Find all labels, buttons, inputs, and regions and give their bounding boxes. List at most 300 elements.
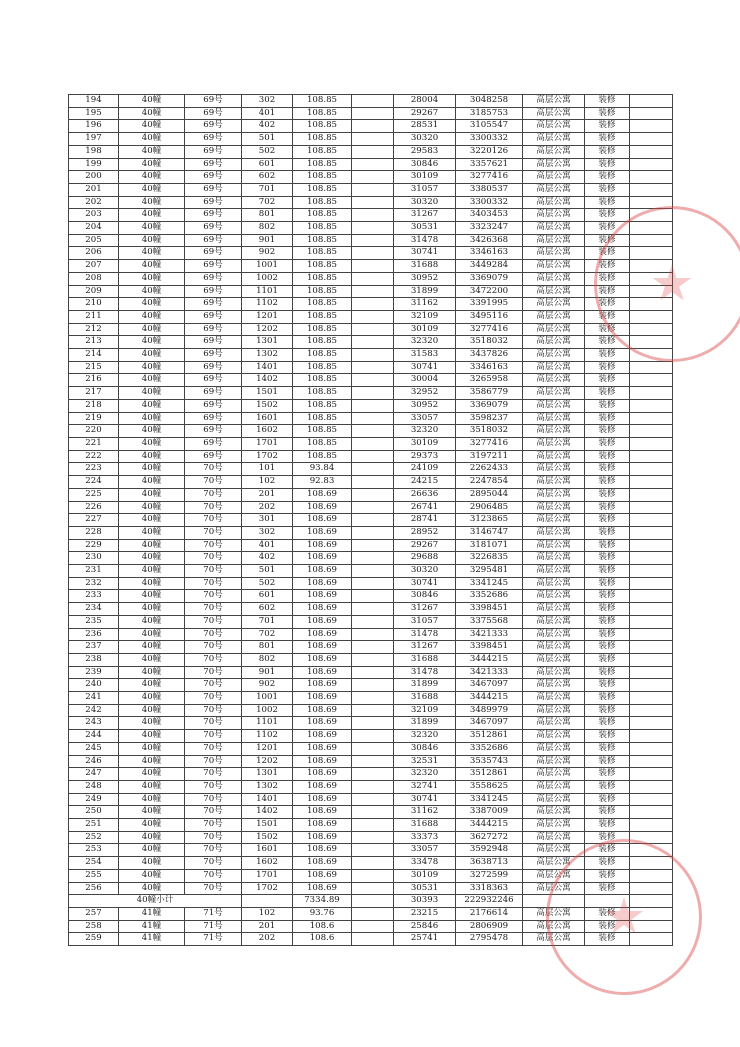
floor-area-cell: 108.85 <box>293 399 352 412</box>
row-number-cell: 253 <box>69 844 119 857</box>
total-price-cell: 3300332 <box>456 196 523 209</box>
property-type-cell: 高层公寓 <box>523 768 585 781</box>
row-number-cell: 196 <box>69 120 119 133</box>
blank-cell <box>352 603 394 616</box>
table-body <box>69 95 673 946</box>
unit-entry-cell: 69号 <box>185 374 242 387</box>
remark-cell <box>630 272 673 285</box>
total-price-cell: 3398451 <box>456 641 523 654</box>
decoration-cell: 装修 <box>585 298 630 311</box>
unit-price-cell: 28952 <box>394 526 456 539</box>
unit-entry-cell: 70号 <box>185 463 242 476</box>
unit-entry-cell: 69号 <box>185 247 242 260</box>
decoration-cell: 装修 <box>585 806 630 819</box>
decoration-cell: 装修 <box>585 857 630 870</box>
decoration-cell: 装修 <box>585 565 630 578</box>
blank-cell <box>352 908 394 921</box>
blank-cell <box>352 552 394 565</box>
decoration-cell: 装修 <box>585 831 630 844</box>
floor-area-cell: 92.83 <box>293 476 352 489</box>
room-number-cell: 1202 <box>242 323 293 336</box>
remark-cell <box>630 196 673 209</box>
floor-area-cell: 108.69 <box>293 526 352 539</box>
unit-entry-cell: 69号 <box>185 183 242 196</box>
decoration-cell: 装修 <box>585 183 630 196</box>
property-type-cell: 高层公寓 <box>523 552 585 565</box>
unit-entry-cell: 70号 <box>185 565 242 578</box>
decoration-cell: 装修 <box>585 425 630 438</box>
remark-cell <box>630 869 673 882</box>
room-number-cell: 502 <box>242 577 293 590</box>
unit-entry-cell: 69号 <box>185 437 242 450</box>
room-number-cell: 901 <box>242 234 293 247</box>
room-number-cell: 101 <box>242 463 293 476</box>
blank-cell <box>352 869 394 882</box>
building-cell: 40幢 <box>119 437 185 450</box>
room-number-cell: 1102 <box>242 730 293 743</box>
property-type-cell: 高层公寓 <box>523 222 585 235</box>
total-price-cell: 3421333 <box>456 666 523 679</box>
building-cell: 40幢 <box>119 590 185 603</box>
unit-entry-cell: 69号 <box>185 425 242 438</box>
floor-area-cell: 108.85 <box>293 260 352 273</box>
row-number-cell: 235 <box>69 615 119 628</box>
unit-price-cell: 30320 <box>394 196 456 209</box>
total-price-cell: 3123865 <box>456 514 523 527</box>
unit-price-cell: 31478 <box>394 628 456 641</box>
room-number-cell: 1602 <box>242 425 293 438</box>
remark-cell <box>630 819 673 832</box>
property-type-cell: 高层公寓 <box>523 806 585 819</box>
total-price-cell: 3403453 <box>456 209 523 222</box>
building-cell: 40幢 <box>119 107 185 120</box>
floor-area-cell: 108.69 <box>293 806 352 819</box>
floor-area-cell: 108.69 <box>293 831 352 844</box>
blank-cell <box>352 501 394 514</box>
remark-cell <box>630 133 673 146</box>
total-price-cell: 3277416 <box>456 323 523 336</box>
building-cell: 41幢 <box>119 908 185 921</box>
decoration-cell: 装修 <box>585 209 630 222</box>
floor-area-cell: 108.69 <box>293 717 352 730</box>
property-type-cell: 高层公寓 <box>523 285 585 298</box>
floor-area-cell: 108.85 <box>293 209 352 222</box>
row-number-cell: 252 <box>69 831 119 844</box>
unit-entry-cell: 70号 <box>185 488 242 501</box>
blank-cell <box>352 882 394 895</box>
blank-cell <box>352 857 394 870</box>
blank-cell <box>352 780 394 793</box>
blank-cell <box>352 514 394 527</box>
property-type-cell: 高层公寓 <box>523 158 585 171</box>
floor-area-cell: 108.69 <box>293 653 352 666</box>
property-type-cell: 高层公寓 <box>523 374 585 387</box>
remark-cell <box>630 565 673 578</box>
property-type-cell: 高层公寓 <box>523 488 585 501</box>
table-row <box>69 666 673 679</box>
unit-price-cell: 31478 <box>394 666 456 679</box>
table-row <box>69 107 673 120</box>
subtotal-label: 40幢小计 <box>69 895 242 908</box>
property-type-cell: 高层公寓 <box>523 603 585 616</box>
blank-cell <box>352 95 394 108</box>
building-cell: 40幢 <box>119 857 185 870</box>
remark-cell <box>630 145 673 158</box>
building-cell: 40幢 <box>119 450 185 463</box>
blank-cell <box>352 920 394 933</box>
remark-cell <box>630 857 673 870</box>
unit-price-cell: 32320 <box>394 768 456 781</box>
unit-entry-cell: 70号 <box>185 704 242 717</box>
unit-entry-cell: 70号 <box>185 539 242 552</box>
unit-price-cell: 28741 <box>394 514 456 527</box>
total-price-cell: 3181071 <box>456 539 523 552</box>
unit-price-cell: 30741 <box>394 247 456 260</box>
floor-area-cell: 108.69 <box>293 488 352 501</box>
row-number-cell: 230 <box>69 552 119 565</box>
property-type-cell: 高层公寓 <box>523 95 585 108</box>
remark-cell <box>630 387 673 400</box>
blank-cell <box>352 641 394 654</box>
row-number-cell: 207 <box>69 260 119 273</box>
unit-price-cell: 26636 <box>394 488 456 501</box>
room-number-cell: 302 <box>242 526 293 539</box>
building-cell: 40幢 <box>119 565 185 578</box>
room-number-cell: 702 <box>242 196 293 209</box>
building-cell: 40幢 <box>119 526 185 539</box>
property-type-cell: 高层公寓 <box>523 298 585 311</box>
total-price-cell: 3421333 <box>456 628 523 641</box>
blank-cell <box>352 539 394 552</box>
blank-cell <box>352 260 394 273</box>
row-number-cell: 221 <box>69 437 119 450</box>
remark-cell <box>630 399 673 412</box>
subtotal-unit-price: 30393 <box>394 895 456 908</box>
blank-cell <box>352 793 394 806</box>
row-number-cell: 213 <box>69 336 119 349</box>
property-type-cell: 高层公寓 <box>523 857 585 870</box>
unit-price-cell: 28531 <box>394 120 456 133</box>
blank-cell <box>352 488 394 501</box>
row-number-cell: 239 <box>69 666 119 679</box>
remark-cell <box>630 908 673 921</box>
total-price-cell: 3323247 <box>456 222 523 235</box>
unit-entry-cell: 69号 <box>185 285 242 298</box>
decoration-cell: 装修 <box>585 908 630 921</box>
decoration-cell: 装修 <box>585 361 630 374</box>
unit-price-cell: 30741 <box>394 577 456 590</box>
row-number-cell: 237 <box>69 641 119 654</box>
blank-cell <box>352 209 394 222</box>
table-row <box>69 488 673 501</box>
table-row <box>69 298 673 311</box>
floor-area-cell: 108.69 <box>293 819 352 832</box>
row-number-cell: 233 <box>69 590 119 603</box>
decoration-cell: 装修 <box>585 514 630 527</box>
unit-entry-cell: 70号 <box>185 730 242 743</box>
total-price-cell: 3467097 <box>456 717 523 730</box>
total-price-cell: 3146747 <box>456 526 523 539</box>
room-number-cell: 202 <box>242 501 293 514</box>
building-cell: 40幢 <box>119 209 185 222</box>
building-cell: 40幢 <box>119 577 185 590</box>
unit-price-cell: 31478 <box>394 234 456 247</box>
decoration-cell: 装修 <box>585 526 630 539</box>
floor-area-cell: 108.85 <box>293 437 352 450</box>
property-type-cell: 高层公寓 <box>523 844 585 857</box>
floor-area-cell: 108.85 <box>293 272 352 285</box>
row-number-cell: 198 <box>69 145 119 158</box>
floor-area-cell: 108.85 <box>293 425 352 438</box>
floor-area-cell: 108.85 <box>293 234 352 247</box>
property-type-cell: 高层公寓 <box>523 755 585 768</box>
room-number-cell: 602 <box>242 603 293 616</box>
table-row <box>69 590 673 603</box>
room-number-cell: 1202 <box>242 755 293 768</box>
property-type-cell: 高层公寓 <box>523 196 585 209</box>
room-number-cell: 1101 <box>242 285 293 298</box>
room-number-cell: 302 <box>242 95 293 108</box>
unit-price-cell: 30320 <box>394 565 456 578</box>
row-number-cell: 218 <box>69 399 119 412</box>
property-type-cell: 高层公寓 <box>523 476 585 489</box>
remark-cell <box>630 768 673 781</box>
remark-cell <box>630 310 673 323</box>
building-cell: 40幢 <box>119 133 185 146</box>
unit-price-cell: 30109 <box>394 323 456 336</box>
table-row <box>69 539 673 552</box>
building-cell: 40幢 <box>119 260 185 273</box>
unit-entry-cell: 70号 <box>185 526 242 539</box>
blank-cell <box>352 361 394 374</box>
table-row <box>69 450 673 463</box>
room-number-cell: 1401 <box>242 361 293 374</box>
room-number-cell: 401 <box>242 107 293 120</box>
decoration-cell: 装修 <box>585 488 630 501</box>
decoration-cell: 装修 <box>585 95 630 108</box>
row-number-cell: 255 <box>69 869 119 882</box>
decoration-cell: 装修 <box>585 704 630 717</box>
unit-price-cell: 30320 <box>394 133 456 146</box>
subtotal-row <box>69 895 673 908</box>
floor-area-cell: 108.85 <box>293 196 352 209</box>
decoration-cell: 装修 <box>585 234 630 247</box>
building-cell: 40幢 <box>119 768 185 781</box>
remark-cell <box>630 437 673 450</box>
total-price-cell: 3426368 <box>456 234 523 247</box>
property-type-cell: 高层公寓 <box>523 641 585 654</box>
blank-cell <box>352 222 394 235</box>
room-number-cell: 802 <box>242 222 293 235</box>
blank-cell <box>352 171 394 184</box>
total-price-cell: 3048258 <box>456 95 523 108</box>
total-price-cell: 3369079 <box>456 272 523 285</box>
unit-price-cell: 31899 <box>394 717 456 730</box>
property-type-cell: 高层公寓 <box>523 590 585 603</box>
blank-cell <box>352 183 394 196</box>
decoration-cell: 装修 <box>585 463 630 476</box>
floor-area-cell: 108.69 <box>293 590 352 603</box>
unit-entry-cell: 71号 <box>185 933 242 946</box>
row-number-cell: 232 <box>69 577 119 590</box>
total-price-cell: 3387009 <box>456 806 523 819</box>
floor-area-cell: 108.6 <box>293 933 352 946</box>
row-number-cell: 256 <box>69 882 119 895</box>
table-row <box>69 95 673 108</box>
unit-price-cell: 30846 <box>394 590 456 603</box>
total-price-cell: 3512861 <box>456 768 523 781</box>
building-cell: 40幢 <box>119 641 185 654</box>
floor-area-cell: 108.69 <box>293 742 352 755</box>
property-type-cell: 高层公寓 <box>523 653 585 666</box>
decoration-cell: 装修 <box>585 793 630 806</box>
blank-cell <box>352 768 394 781</box>
table-row <box>69 869 673 882</box>
room-number-cell: 1301 <box>242 336 293 349</box>
floor-area-cell: 108.85 <box>293 158 352 171</box>
unit-entry-cell: 70号 <box>185 819 242 832</box>
room-number-cell: 701 <box>242 183 293 196</box>
decoration-cell: 装修 <box>585 692 630 705</box>
unit-price-cell: 29688 <box>394 552 456 565</box>
decoration-cell: 装修 <box>585 450 630 463</box>
remark-cell <box>630 577 673 590</box>
building-cell: 41幢 <box>119 920 185 933</box>
unit-price-cell: 31688 <box>394 819 456 832</box>
total-price-cell: 3185753 <box>456 107 523 120</box>
remark-cell <box>630 590 673 603</box>
property-type-cell: 高层公寓 <box>523 742 585 755</box>
blank-cell <box>352 933 394 946</box>
row-number-cell: 257 <box>69 908 119 921</box>
unit-price-table <box>68 94 673 946</box>
total-price-cell: 3300332 <box>456 133 523 146</box>
unit-price-cell: 30004 <box>394 374 456 387</box>
unit-entry-cell: 69号 <box>185 222 242 235</box>
row-number-cell: 220 <box>69 425 119 438</box>
room-number-cell: 1101 <box>242 717 293 730</box>
floor-area-cell: 108.69 <box>293 552 352 565</box>
row-number-cell: 205 <box>69 234 119 247</box>
table-row <box>69 603 673 616</box>
remark-cell <box>630 107 673 120</box>
decoration-cell: 装修 <box>585 933 630 946</box>
unit-price-cell: 25741 <box>394 933 456 946</box>
building-cell: 41幢 <box>119 933 185 946</box>
total-price-cell: 3518032 <box>456 336 523 349</box>
remark-cell <box>630 742 673 755</box>
total-price-cell: 3444215 <box>456 692 523 705</box>
unit-price-cell: 25846 <box>394 920 456 933</box>
table-row <box>69 361 673 374</box>
room-number-cell: 801 <box>242 641 293 654</box>
row-number-cell: 223 <box>69 463 119 476</box>
remark-cell <box>630 285 673 298</box>
unit-entry-cell: 70号 <box>185 869 242 882</box>
unit-price-cell: 31267 <box>394 603 456 616</box>
total-price-cell: 3277416 <box>456 171 523 184</box>
unit-price-cell: 30741 <box>394 793 456 806</box>
floor-area-cell: 108.69 <box>293 666 352 679</box>
total-price-cell: 3369079 <box>456 399 523 412</box>
floor-area-cell: 108.85 <box>293 107 352 120</box>
room-number-cell: 1701 <box>242 869 293 882</box>
row-number-cell: 251 <box>69 819 119 832</box>
remark-cell <box>630 425 673 438</box>
remark-cell <box>630 361 673 374</box>
building-cell: 40幢 <box>119 844 185 857</box>
building-cell: 40幢 <box>119 349 185 362</box>
property-type-cell: 高层公寓 <box>523 514 585 527</box>
building-cell: 40幢 <box>119 234 185 247</box>
row-number-cell: 200 <box>69 171 119 184</box>
table-row <box>69 323 673 336</box>
unit-entry-cell: 70号 <box>185 844 242 857</box>
unit-price-cell: 31162 <box>394 806 456 819</box>
decoration-cell: 装修 <box>585 666 630 679</box>
total-price-cell: 3346163 <box>456 247 523 260</box>
table-row <box>69 222 673 235</box>
row-number-cell: 229 <box>69 539 119 552</box>
building-cell: 40幢 <box>119 399 185 412</box>
unit-entry-cell: 69号 <box>185 310 242 323</box>
row-number-cell: 247 <box>69 768 119 781</box>
building-cell: 40幢 <box>119 653 185 666</box>
blank-cell <box>352 590 394 603</box>
row-number-cell: 241 <box>69 692 119 705</box>
unit-price-cell: 31162 <box>394 298 456 311</box>
property-type-cell: 高层公寓 <box>523 349 585 362</box>
decoration-cell: 装修 <box>585 653 630 666</box>
table-row <box>69 399 673 412</box>
remark-cell <box>630 222 673 235</box>
table-row <box>69 437 673 450</box>
table-row <box>69 653 673 666</box>
decoration-cell: 装修 <box>585 349 630 362</box>
room-number-cell: 1502 <box>242 831 293 844</box>
unit-entry-cell: 69号 <box>185 209 242 222</box>
row-number-cell: 212 <box>69 323 119 336</box>
row-number-cell: 217 <box>69 387 119 400</box>
row-number-cell: 254 <box>69 857 119 870</box>
property-type-cell: 高层公寓 <box>523 539 585 552</box>
table-row <box>69 183 673 196</box>
unit-price-cell: 32952 <box>394 387 456 400</box>
unit-price-cell: 30109 <box>394 869 456 882</box>
table-row <box>69 742 673 755</box>
row-number-cell: 226 <box>69 501 119 514</box>
blank-cell <box>352 526 394 539</box>
table-row <box>69 336 673 349</box>
blank-cell <box>352 374 394 387</box>
table-row <box>69 133 673 146</box>
floor-area-cell: 108.85 <box>293 412 352 425</box>
property-type-cell: 高层公寓 <box>523 310 585 323</box>
blank-cell <box>352 196 394 209</box>
unit-entry-cell: 69号 <box>185 196 242 209</box>
table-row <box>69 819 673 832</box>
remark-cell <box>630 247 673 260</box>
floor-area-cell: 108.69 <box>293 615 352 628</box>
building-cell: 40幢 <box>119 793 185 806</box>
decoration-cell: 装修 <box>585 844 630 857</box>
total-price-cell: 2795478 <box>456 933 523 946</box>
remark-cell <box>630 183 673 196</box>
blank-cell <box>352 463 394 476</box>
decoration-cell: 装修 <box>585 260 630 273</box>
room-number-cell: 1402 <box>242 806 293 819</box>
unit-entry-cell: 70号 <box>185 806 242 819</box>
